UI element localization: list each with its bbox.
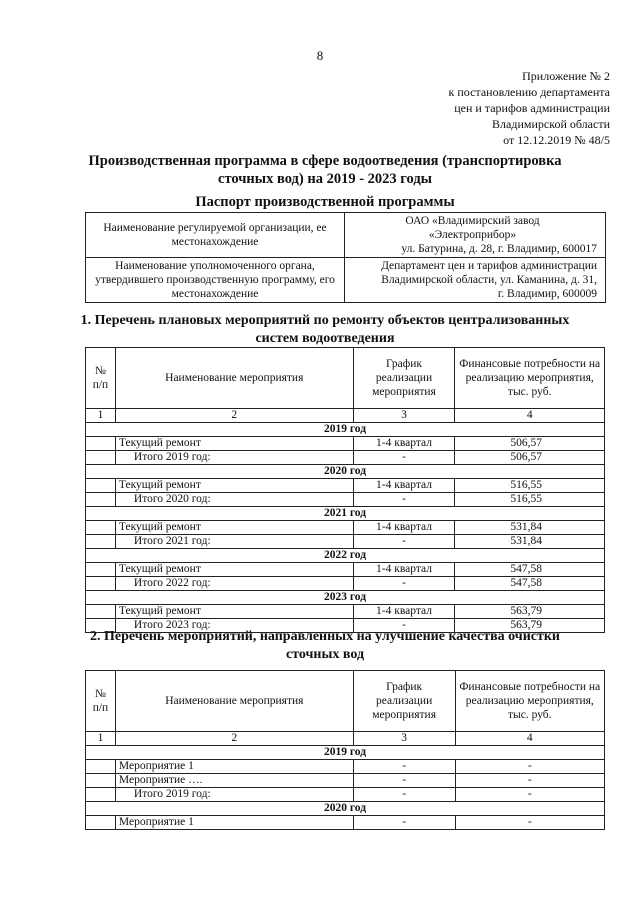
passport-value-line: ул. Батурина, д. 28, г. Владимир, 600017 <box>401 243 597 255</box>
row-num <box>86 605 116 619</box>
passport-row <box>86 213 606 258</box>
header-finance: Финансовые потребности на реализацию мероприятия, тыс. руб. <box>455 348 605 409</box>
column-number: 1 <box>86 732 116 746</box>
total-label: Итого 2019 год: <box>115 788 353 802</box>
table-row <box>86 816 605 830</box>
passport-title: Паспорт производственной программы <box>195 194 455 210</box>
table-row <box>86 479 605 493</box>
column-number: 2 <box>115 409 353 423</box>
appendix-line: Приложение № 2 <box>522 69 610 83</box>
passport-value-line: Департамент цен и тарифов администрации <box>381 260 597 272</box>
year-row <box>86 746 605 760</box>
activity-name: Мероприятие 1 <box>115 816 353 830</box>
column-number: 4 <box>455 732 604 746</box>
header-num: № п/п <box>86 348 116 409</box>
passport-value <box>345 258 606 303</box>
row-num <box>86 788 116 802</box>
total-schedule: - <box>353 577 455 591</box>
appendix-line: Владимирской области <box>492 117 610 131</box>
appendix-line: к постановлению департамента <box>448 85 610 99</box>
appendix-line: от 12.12.2019 № 48/5 <box>503 133 610 147</box>
row-num <box>86 521 116 535</box>
activity-name: Текущий ремонт <box>115 563 353 577</box>
table-row <box>86 521 605 535</box>
section1-title-line: систем водоотведения <box>255 331 395 346</box>
year-label: 2022 год <box>86 549 605 563</box>
activity-name: Текущий ремонт <box>115 521 353 535</box>
row-num <box>86 774 116 788</box>
activity-schedule: - <box>353 774 455 788</box>
passport-value <box>345 213 606 258</box>
year-label: 2020 год <box>86 465 605 479</box>
column-number: 3 <box>353 732 455 746</box>
total-schedule: - <box>353 535 455 549</box>
passport-value-line: ОАО «Владимирский завод <box>405 215 540 227</box>
activity-name: Текущий ремонт <box>115 437 353 451</box>
total-cost: 531,84 <box>455 535 605 549</box>
activity-cost: - <box>455 760 604 774</box>
activity-cost: 547,58 <box>455 563 605 577</box>
activity-schedule: - <box>353 816 455 830</box>
year-label: 2021 год <box>86 507 605 521</box>
row-num <box>86 816 116 830</box>
row-num <box>86 577 116 591</box>
year-row <box>86 802 605 816</box>
column-number: 2 <box>115 732 353 746</box>
column-number: 1 <box>86 409 116 423</box>
table-row <box>86 774 605 788</box>
header-name: Наименование мероприятия <box>115 671 353 732</box>
row-num <box>86 451 116 465</box>
year-label: 2019 год <box>86 423 605 437</box>
activity-name: Текущий ремонт <box>115 605 353 619</box>
year-row <box>86 465 605 479</box>
total-label: Итого 2021 год: <box>115 535 353 549</box>
section2-title-line: сточных вод <box>285 647 365 662</box>
total-row <box>86 535 605 549</box>
row-num <box>86 437 116 451</box>
total-schedule: - <box>353 788 455 802</box>
year-label: 2020 год <box>86 802 605 816</box>
year-label: 2023 год <box>86 591 605 605</box>
activity-schedule: 1-4 квартал <box>353 563 455 577</box>
row-num <box>86 479 116 493</box>
total-schedule: - <box>353 451 455 465</box>
activity-cost: 506,57 <box>455 437 605 451</box>
year-label: 2019 год <box>86 746 605 760</box>
row-num <box>86 493 116 507</box>
repair-plan-table <box>85 347 605 633</box>
passport-value-line: «Электроприбор» <box>428 229 517 241</box>
quality-measures-table <box>85 670 605 830</box>
table-row <box>86 605 605 619</box>
header-num: № п/п <box>86 671 116 732</box>
passport-row <box>86 258 606 303</box>
total-label: Итого 2022 год: <box>115 577 353 591</box>
activity-schedule: 1-4 квартал <box>353 437 455 451</box>
header-name: Наименование мероприятия <box>115 348 353 409</box>
row-num <box>86 535 116 549</box>
activity-name: Текущий ремонт <box>115 479 353 493</box>
table-header-row <box>86 348 605 409</box>
activity-cost: 563,79 <box>455 605 605 619</box>
total-row <box>86 788 605 802</box>
passport-label: Наименование уполномоченного органа, утвердившего производственную программу, его местонахождение <box>86 258 345 303</box>
table-row <box>86 563 605 577</box>
activity-name: Мероприятие 1 <box>115 760 353 774</box>
total-cost: - <box>455 788 604 802</box>
row-num <box>86 563 116 577</box>
document-title <box>70 152 580 188</box>
activity-cost: - <box>455 816 604 830</box>
passport-value-line: Владимирской области, ул. Каманина, д. 31, <box>381 274 597 286</box>
header-finance: Финансовые потребности на реализацию мероприятия, тыс. руб. <box>455 671 604 732</box>
section2-title-line: 2. Перечень мероприятий, направленных на улучшение качества очистки <box>89 629 560 644</box>
activity-cost: - <box>455 774 604 788</box>
passport-value-line: г. Владимир, 600009 <box>497 288 597 300</box>
passport-table <box>85 212 606 303</box>
activity-schedule: - <box>353 760 455 774</box>
year-row <box>86 549 605 563</box>
column-number: 4 <box>455 409 605 423</box>
section1-title <box>70 312 580 348</box>
header-schedule: График реализации мероприятия <box>353 348 455 409</box>
year-row <box>86 591 605 605</box>
total-schedule: - <box>353 619 455 633</box>
total-label: Итого 2019 год: <box>115 451 353 465</box>
total-row <box>86 577 605 591</box>
page-number: 8 <box>316 48 324 63</box>
total-cost: 547,58 <box>455 577 605 591</box>
header-schedule: График реализации мероприятия <box>353 671 455 732</box>
table-row <box>86 760 605 774</box>
total-label: Итого 2023 год: <box>115 619 353 633</box>
activity-schedule: 1-4 квартал <box>353 605 455 619</box>
year-row <box>86 423 605 437</box>
total-cost: 563,79 <box>455 619 605 633</box>
activity-cost: 531,84 <box>455 521 605 535</box>
column-number-row <box>86 409 605 423</box>
total-cost: 516,55 <box>455 493 605 507</box>
passport-label: Наименование регулируемой организации, ее местонахождение <box>86 213 345 258</box>
appendix-line: цен и тарифов администрации <box>454 101 610 115</box>
document-title-line: сточных вод) на 2019 - 2023 годы <box>218 171 432 187</box>
total-cost: 506,57 <box>455 451 605 465</box>
table-row <box>86 437 605 451</box>
activity-schedule: 1-4 квартал <box>353 521 455 535</box>
activity-name: Мероприятие …. <box>115 774 353 788</box>
table-header-row <box>86 671 605 732</box>
appendix-block <box>400 68 610 148</box>
activity-schedule: 1-4 квартал <box>353 479 455 493</box>
total-row <box>86 451 605 465</box>
total-schedule: - <box>353 493 455 507</box>
section1-title-line: 1. Перечень плановых мероприятий по ремонту объектов централизованных <box>80 313 570 328</box>
total-row <box>86 493 605 507</box>
column-number: 3 <box>353 409 455 423</box>
year-row <box>86 507 605 521</box>
activity-cost: 516,55 <box>455 479 605 493</box>
row-num <box>86 760 116 774</box>
total-label: Итого 2020 год: <box>115 493 353 507</box>
section2-title <box>70 628 580 664</box>
column-number-row <box>86 732 605 746</box>
document-title-line: Производственная программа в сфере водоотведения (транспортировка <box>88 153 562 169</box>
